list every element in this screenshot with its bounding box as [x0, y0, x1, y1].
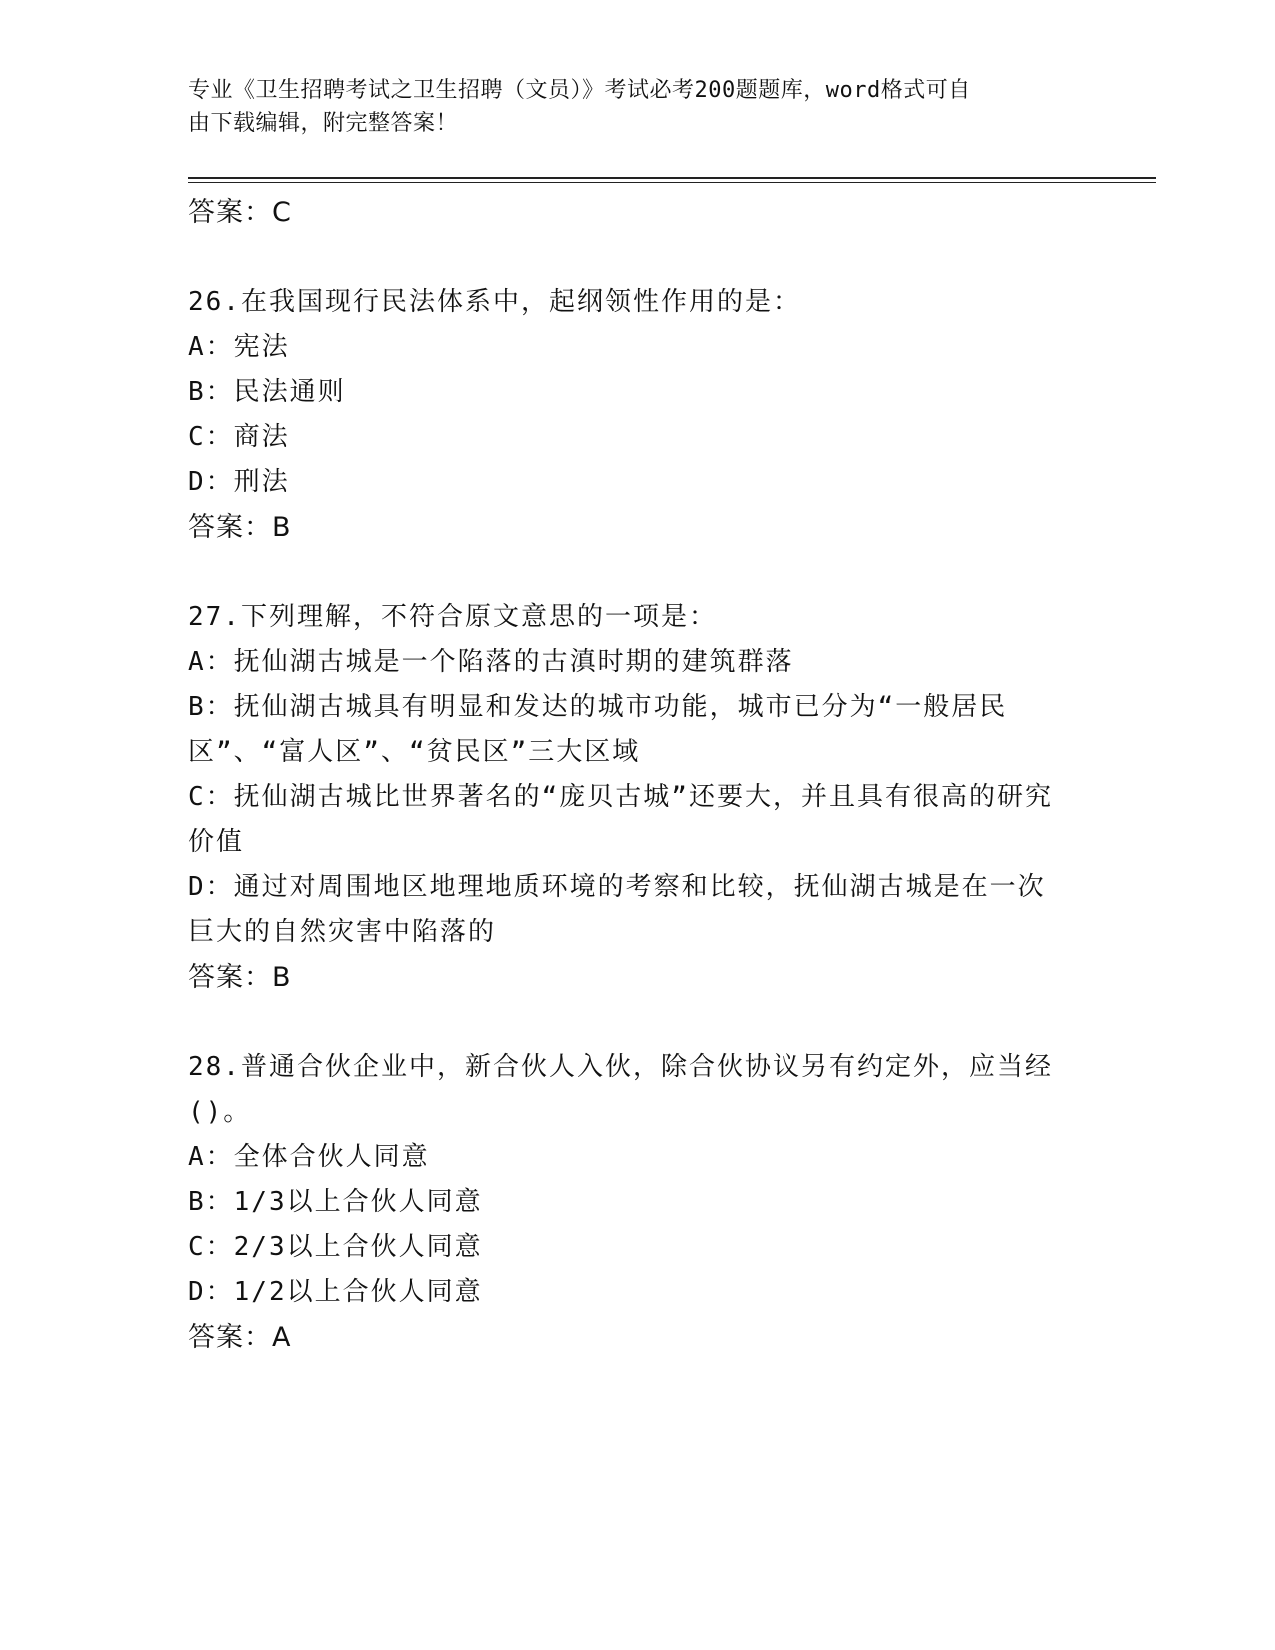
question-27: [188, 595, 1068, 1000]
question-stem: 28.普通合伙企业中，新合伙人入伙，除合伙协议另有约定外，应当经()。: [188, 1052, 1053, 1127]
answer: 答案：B: [188, 512, 292, 543]
option-d: D：1/2以上合伙人同意: [188, 1277, 483, 1307]
option-b: B：抚仙湖古城具有明显和发达的城市功能，城市已分为“一般居民区”、“富人区”、“贫民区”三大区域: [188, 692, 1008, 767]
spacer: [188, 235, 1068, 280]
question-stem: 26.在我国现行民法体系中，起纲领性作用的是：: [188, 287, 801, 317]
option-a: A：抚仙湖古城是一个陷落的古滇时期的建筑群落: [188, 647, 794, 677]
header-divider-thin: [188, 182, 1156, 183]
header-divider-thick: [188, 177, 1156, 179]
option-c: C：商法: [188, 422, 290, 452]
header-line-1: 专业《卫生招聘考试之卫生招聘（文员）》考试必考200题题库，word格式可自: [188, 78, 971, 103]
option-c: C：抚仙湖古城比世界著名的“庞贝古城”还要大，并且具有很高的研究价值: [188, 782, 1053, 857]
header-line-2: 由下载编辑，附完整答案！: [188, 111, 459, 136]
option-c: C：2/3以上合伙人同意: [188, 1232, 483, 1262]
previous-answer: 答案：C: [188, 197, 292, 228]
spacer: [188, 550, 1068, 595]
question-26: [188, 280, 1068, 550]
option-b: B：民法通则: [188, 377, 346, 407]
spacer: [188, 1000, 1068, 1045]
option-d: D：通过对周围地区地理地质环境的考察和比较，抚仙湖古城是在一次巨大的自然灾害中陷落的: [188, 872, 1046, 947]
option-d: D：刑法: [188, 467, 290, 497]
document-header: [188, 74, 1068, 140]
option-a: A：宪法: [188, 332, 290, 362]
question-28: [188, 1045, 1068, 1360]
answer: 答案：A: [188, 1322, 292, 1353]
answer: 答案：B: [188, 962, 292, 993]
question-list: [188, 190, 1068, 1360]
question-stem: 27.下列理解，不符合原文意思的一项是：: [188, 602, 717, 632]
option-a: A：全体合伙人同意: [188, 1142, 430, 1172]
option-b: B：1/3以上合伙人同意: [188, 1187, 483, 1217]
